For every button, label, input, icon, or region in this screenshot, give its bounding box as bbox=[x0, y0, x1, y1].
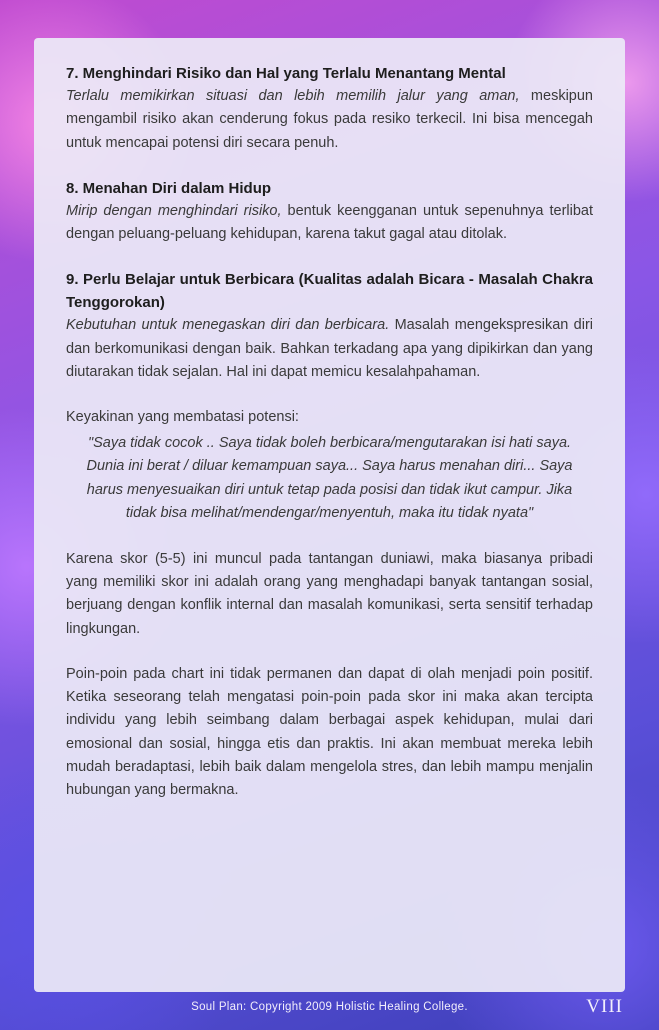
section-9-heading: 9. Perlu Belajar untuk Berbicara (Kualitas adalah Bicara - Masalah Chakra Tenggorokan) bbox=[66, 271, 593, 312]
copyright-footer: Soul Plan: Copyright 2009 Holistic Healing College. bbox=[191, 1001, 468, 1013]
page-number: VIII bbox=[586, 996, 623, 1017]
score-paragraph: Karena skor (5-5) ini muncul pada tantangan duniawi, maka biasanya pribadi yang memiliki skor ini adalah orang yang menghadapi banyak tantangan sosial, berjuang dengan konflik internal dan masalah komunikasi, serta sensitif terhadap lingkungan. bbox=[66, 550, 593, 637]
section-7-italic-lead: Terlalu memikirkan situasi dan lebih memilih jalur yang aman, bbox=[66, 88, 520, 104]
beliefs-label: Keyakinan yang membatasi potensi: bbox=[66, 409, 299, 426]
points-paragraph: Poin-poin pada chart ini tidak permanen dan dapat di olah menjadi poin positif. Ketika seseorang telah mengatasi poin-poin pada skor ini maka akan tercipta individu yang lebih seimbang dalam berbagai aspek kehidupan, mulai dari emosional dan sosial, hingga etis dan praktis. Ini akan membuat mereka lebih mudah beradaptasi, lebih baik dalam mengelola stres, dan lebih mampu menjalin hubungan yang bermakna. bbox=[66, 665, 593, 799]
section-7-heading: 7. Menghindari Risiko dan Hal yang Terlalu Menantang Mental bbox=[66, 65, 506, 82]
section-8-heading: 8. Menahan Diri dalam Hidup bbox=[66, 179, 272, 197]
section-7-body bbox=[66, 85, 593, 155]
content-card bbox=[34, 38, 625, 992]
section-8-body bbox=[66, 200, 593, 247]
section-9-italic-lead: Kebutuhan untuk menegaskan diri dan berbicara. bbox=[66, 317, 390, 334]
section-8-italic-lead: Mirip dengan menghindari risiko, bbox=[66, 202, 282, 219]
section-9-text: Masalah mengekspresikan diri dan berkomunikasi dengan baik. Bahkan terkadang apa yang dipikirkan dan yang diutarakan tidak sejalan. Hal ini dapat memicu kesalahpahaman. bbox=[66, 317, 593, 381]
section-9-body bbox=[66, 314, 593, 384]
section-8-text: bentuk keengganan untuk sepenuhnya terlibat dengan peluang-peluang kehidupan, karena takut gagal atau ditolak. bbox=[66, 202, 593, 243]
beliefs-quote: "Saya tidak cocok .. Saya tidak boleh berbicara/mengutarakan isi hati saya. Dunia ini berat / diluar kemampuan saya... Saya harus menahan diri... Saya harus menyesuaikan diri untuk tetap pada posisi dan tidak ikut campur. Jika tidak bisa melihat/mendengar/menyentuh, maka itu tidak nyata" bbox=[86, 434, 573, 522]
section-7-text: meskipun mengambil risiko akan cenderung fokus pada resiko terkecil. Ini bisa mencegah untuk mencapai potensi diri secara penuh. bbox=[66, 88, 593, 151]
